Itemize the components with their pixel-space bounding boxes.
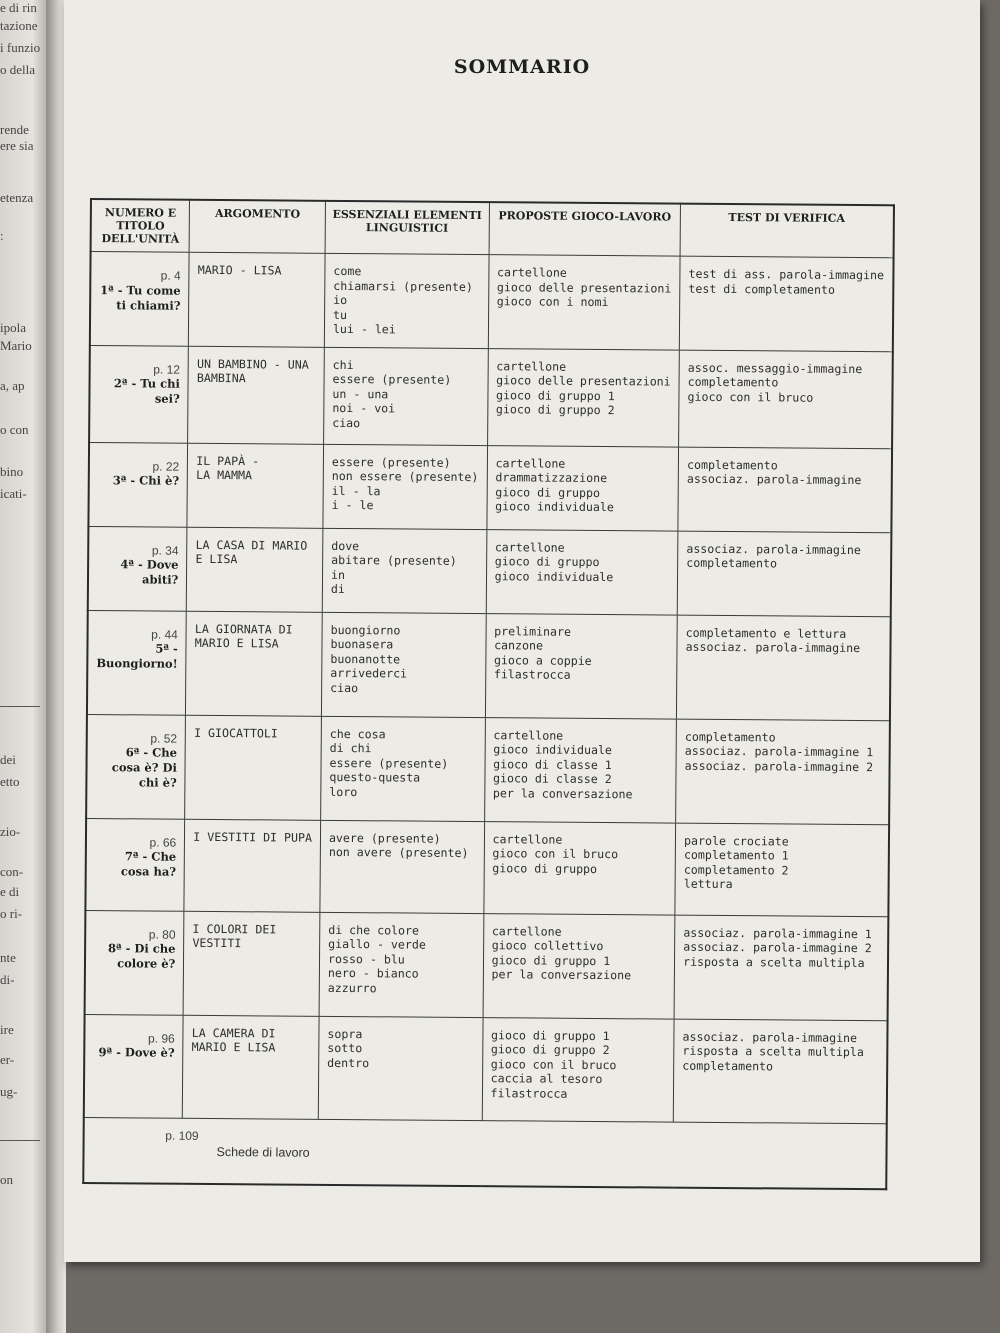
gioco-line: gioco di gruppo 1	[496, 387, 615, 403]
argomento-cell	[183, 1015, 319, 1119]
elementi-line: questo-questa	[329, 769, 421, 785]
unit-title: 1ª - Tu come ti chiami?	[100, 282, 181, 313]
test-line: completamento	[686, 555, 778, 571]
elementi-line: lui - lei	[332, 321, 396, 337]
facing-page-text: icati-	[0, 486, 27, 501]
unit-cell	[87, 610, 187, 715]
test-cell	[678, 447, 892, 533]
test-line: risposta a scelta multipla	[682, 1043, 864, 1060]
facing-page-text: ere sia	[0, 138, 34, 153]
elementi-line: essere (presente)	[331, 454, 451, 470]
gioco-cell	[487, 445, 679, 531]
unit-cell	[90, 252, 190, 346]
elementi-line: sopra	[327, 1026, 363, 1041]
argomento-cell	[187, 443, 323, 528]
argomento-cell	[189, 252, 325, 347]
unit-page-number: p. 12	[153, 362, 181, 377]
facing-page-text: rende	[0, 122, 29, 137]
gioco-line: drammatizzazione	[495, 470, 608, 486]
footer-label: Schede di lavoro	[216, 1145, 310, 1160]
argomento-line: LA CASA DI MARIO	[195, 537, 308, 553]
gioco-cell	[484, 717, 676, 823]
elementi-line: buonasera	[330, 636, 394, 652]
test-line: parole crociate	[684, 833, 789, 849]
elementi-cell	[324, 253, 488, 348]
elementi-line: essere (presente)	[332, 371, 452, 387]
header-argomento: ARGOMENTO	[189, 200, 325, 254]
unit-cell	[88, 526, 187, 611]
facing-page-text: con-	[0, 864, 24, 879]
facing-page-text: etto	[0, 774, 20, 789]
facing-page-text: ipola	[0, 320, 26, 335]
gioco-line: canzone	[494, 638, 544, 653]
gioco-line: gioco a coppie	[493, 652, 592, 668]
header-test: TEST DI VERIFICA	[680, 204, 893, 258]
gioco-line: gioco di gruppo 1	[491, 952, 611, 968]
gioco-line: gioco di gruppo 2	[490, 1042, 610, 1058]
elementi-line: abitare (presente)	[331, 552, 457, 568]
page-title: SOMMARIO	[453, 56, 591, 78]
unit-cell	[86, 714, 186, 819]
elementi-line: loro	[329, 784, 358, 799]
argomento-cell	[186, 611, 322, 716]
elementi-cell	[319, 912, 483, 1017]
gioco-cell	[488, 255, 680, 350]
argomento-line: MARIO E LISA	[194, 635, 279, 651]
facing-page-text: o ri-	[0, 906, 23, 921]
elementi-line: in	[330, 567, 346, 582]
elementi-line: noi - voi	[332, 400, 396, 416]
elementi-cell	[324, 347, 488, 445]
unit-title: 3ª - Chi è?	[112, 473, 180, 488]
unit-cell	[85, 818, 185, 911]
gioco-line: gioco di gruppo	[494, 554, 600, 570]
elementi-cell	[318, 1016, 482, 1120]
unit-cell	[89, 345, 189, 443]
gioco-cell	[485, 613, 677, 719]
elementi-line: io	[333, 292, 348, 308]
gioco-line: gioco di classe 2	[492, 771, 612, 787]
elementi-cell	[323, 444, 487, 529]
facing-page-text: tazione	[0, 18, 38, 33]
facing-page-text: di-	[0, 972, 15, 987]
elementi-line: come	[333, 263, 362, 279]
test-line: completamento e lettura	[685, 625, 847, 641]
gioco-cell	[483, 821, 675, 915]
test-line: associaz. parola-immagine 1	[684, 743, 874, 760]
gioco-line: gioco delle presentazioni	[496, 373, 671, 389]
gioco-line: gioco individuale	[493, 742, 613, 758]
facing-page-rule	[0, 706, 40, 707]
elementi-line: buongiorno	[330, 622, 401, 637]
elementi-cell	[320, 820, 484, 913]
gioco-cell	[486, 529, 678, 615]
test-cell	[679, 256, 893, 351]
test-line: risposta a scelta multipla	[683, 954, 865, 970]
test-line: assoc. messaggio-immagine	[687, 360, 863, 376]
elementi-line: un - una	[332, 386, 389, 401]
test-line: associaz. parola-immagine 1	[683, 925, 872, 941]
facing-page-text: o della	[0, 62, 36, 77]
footer-cell	[83, 1117, 886, 1189]
elementi-line: azzurro	[327, 980, 377, 995]
gioco-line: per la conversazione	[491, 967, 632, 983]
gioco-line: cartellone	[491, 923, 562, 939]
argomento-cell	[188, 346, 324, 444]
gioco-line: cartellone	[492, 831, 563, 847]
elementi-line: di chi	[329, 740, 372, 756]
header-elementi: ESSENZIALI ELEMENTI LINGUISTICI	[325, 201, 489, 255]
test-line: associaz. parola-immagine	[682, 1029, 858, 1045]
gioco-line: gioco di gruppo 2	[495, 402, 615, 418]
gioco-line: caccia al tesoro	[490, 1071, 603, 1087]
facing-page-text: etenza	[0, 190, 34, 205]
test-line: associaz. parola-immagine	[685, 639, 861, 656]
gioco-line: gioco collettivo	[491, 938, 604, 954]
elementi-line: chi	[332, 357, 354, 372]
unit-page-number: p. 80	[148, 926, 176, 942]
table-row	[84, 1014, 887, 1123]
facing-page-text: nte	[0, 950, 16, 965]
argomento-line: LA MAMMA	[196, 467, 253, 483]
elementi-cell	[321, 612, 485, 717]
elementi-line: buonanotte	[330, 651, 401, 666]
argomento-line: MARIO - LISA	[197, 262, 282, 278]
gioco-line: gioco con il bruco	[490, 1056, 617, 1072]
facing-page-text: i funzio	[0, 40, 41, 55]
table-row	[88, 442, 891, 532]
elementi-line: avere (presente)	[328, 830, 441, 846]
elementi-line: non essere (presente)	[331, 468, 479, 485]
unit-title: 5ª - Buongiorno!	[96, 641, 178, 671]
argomento-line: I COLORI DEI	[192, 921, 277, 936]
test-line: completamento	[687, 374, 779, 390]
facing-page-text: o con	[0, 422, 29, 437]
table-header-row	[91, 199, 894, 258]
argomento-cell	[185, 715, 321, 820]
gioco-line: gioco di classe 1	[493, 756, 612, 772]
unit-page-number: p. 4	[160, 268, 181, 283]
unit-cell	[88, 442, 187, 527]
table-row	[89, 345, 892, 448]
elementi-cell	[322, 528, 486, 613]
footer-page-number: p. 109	[165, 1128, 199, 1143]
table-row	[88, 526, 891, 616]
facing-page-text: zio-	[0, 824, 21, 839]
header-gioco: PROPOSTE GIOCO-LAVORO	[489, 202, 681, 256]
table-row	[86, 714, 889, 824]
unit-title: 4ª - Dove abiti?	[120, 557, 179, 587]
table-row	[87, 610, 890, 720]
gioco-line: cartellone	[493, 727, 564, 743]
test-line: associaz. parola-immagine	[686, 541, 861, 557]
unit-title: 7ª - Che cosa ha?	[120, 849, 177, 879]
gioco-line: per la conversazione	[492, 785, 633, 801]
elementi-line: che cosa	[329, 726, 386, 741]
gioco-line: cartellone	[495, 455, 566, 471]
elementi-line: giallo - verde	[328, 936, 426, 952]
test-line: completamento	[684, 729, 776, 744]
unit-page-number: p. 96	[147, 1030, 175, 1046]
facing-page-text: ug-	[0, 1084, 18, 1099]
elementi-line: dentro	[327, 1055, 370, 1070]
test-line: completamento 2	[683, 862, 789, 878]
argomento-cell	[184, 819, 320, 912]
elementi-line: dove	[331, 538, 360, 553]
table-row	[85, 818, 888, 916]
unit-page-number: p. 22	[152, 458, 180, 474]
test-cell	[674, 915, 888, 1021]
test-line: associaz. parola-immagine 2	[684, 758, 874, 774]
elementi-line: essere (presente)	[329, 755, 449, 771]
argomento-line: MARIO E LISA	[191, 1039, 276, 1055]
argomento-cell	[187, 527, 323, 612]
gioco-cell	[482, 1017, 674, 1122]
argomento-line: LA GIORNATA DI	[194, 621, 293, 637]
test-line: test di completamento	[688, 281, 836, 297]
unit-title: 8ª - Di che colore è?	[107, 941, 176, 971]
document-page	[64, 0, 980, 1262]
test-line: associaz. parola-immagine	[686, 471, 862, 488]
unit-page-number: p. 34	[151, 542, 179, 558]
elementi-line: tu	[333, 307, 348, 322]
elementi-line: arrivederci	[330, 665, 408, 681]
gioco-line: gioco individuale	[494, 568, 614, 584]
test-cell	[673, 1019, 887, 1124]
facing-page-text: on	[0, 1172, 13, 1187]
elementi-line: sotto	[327, 1040, 363, 1056]
table-row	[85, 910, 888, 1020]
gioco-cell	[483, 913, 675, 1019]
elementi-line: rosso - blu	[327, 951, 405, 966]
test-line: completamento 1	[683, 847, 789, 863]
facing-page-text: bino	[0, 464, 24, 479]
elementi-line: chiamarsi (presente)	[333, 278, 473, 294]
gioco-line: preliminare	[494, 623, 572, 639]
unit-cell	[84, 1014, 184, 1118]
unit-page-number: p. 66	[149, 834, 177, 850]
elementi-line: nero - bianco	[327, 965, 419, 981]
elementi-line: non avere (presente)	[328, 844, 469, 860]
facing-page-text: er-	[0, 1052, 15, 1067]
test-cell	[676, 719, 890, 825]
argomento-line: I VESTITI DI PUPA	[193, 829, 313, 845]
elementi-line: il - la	[331, 483, 381, 498]
argomento-line: UN BAMBINO - UNA	[196, 356, 309, 372]
facing-page-text: e di rin	[0, 0, 37, 15]
gioco-line: gioco di gruppo 1	[490, 1027, 610, 1043]
summary-table	[82, 198, 894, 1190]
test-cell	[679, 350, 893, 449]
facing-page-rule	[0, 1140, 40, 1141]
test-line: associaz. parola-immagine 2	[683, 939, 872, 956]
unit-page-number: p. 44	[151, 626, 178, 642]
facing-page-text: Mario	[0, 338, 32, 353]
gioco-line: gioco di gruppo	[495, 484, 601, 500]
gioco-line: filastrocca	[493, 667, 571, 682]
facing-page-text: :	[0, 228, 4, 243]
facing-page	[0, 0, 46, 1333]
gioco-line: cartellone	[494, 539, 565, 555]
elementi-line: di che colore	[328, 922, 420, 938]
table-row	[90, 252, 893, 352]
gioco-line: filastrocca	[490, 1085, 568, 1101]
elementi-line: ciao	[332, 415, 361, 430]
unit-title: 6ª - Che cosa è? Di chi è?	[111, 745, 178, 790]
facing-page-text: dei	[0, 752, 16, 767]
test-line: test di ass. parola-immagine	[688, 266, 885, 283]
gioco-line: gioco delle presentazioni	[496, 279, 672, 296]
argomento-line: BAMBINA	[196, 370, 246, 386]
gioco-line: gioco individuale	[495, 499, 614, 515]
elementi-cell	[321, 716, 485, 821]
header-unit: NUMERO E TITOLO DELL'UNITÀ	[91, 199, 190, 252]
argomento-line: I GIOCATTOLI	[194, 725, 278, 740]
test-line: lettura	[683, 876, 733, 892]
argomento-line: VESTITI	[192, 935, 242, 951]
argomento-line: E LISA	[195, 551, 238, 567]
facing-page-text: a, ap	[0, 378, 25, 393]
unit-cell	[85, 910, 185, 1015]
facing-page-text: ire	[0, 1022, 14, 1037]
test-cell	[677, 531, 891, 617]
test-line: completamento	[686, 457, 778, 472]
elementi-line: i - le	[331, 497, 374, 513]
test-cell	[677, 615, 891, 721]
footer-row	[83, 1117, 886, 1189]
gioco-cell	[487, 348, 679, 447]
gioco-line: cartellone	[496, 265, 567, 280]
argomento-line: IL PAPÀ -	[196, 453, 260, 468]
test-line: completamento	[682, 1058, 774, 1073]
test-cell	[675, 823, 889, 917]
argomento-cell	[183, 911, 319, 1016]
book-spine	[46, 0, 66, 1333]
gioco-line: gioco con i nomi	[496, 294, 609, 310]
argomento-line: LA CAMERA DI	[191, 1025, 276, 1040]
gioco-line: cartellone	[496, 358, 567, 374]
elementi-line: ciao	[330, 680, 359, 695]
test-line: gioco con il bruco	[687, 389, 814, 405]
elementi-line: di	[330, 581, 345, 597]
gioco-line: gioco di gruppo	[492, 860, 598, 876]
facing-page-text: e di	[0, 884, 20, 899]
unit-page-number: p. 52	[150, 730, 178, 746]
unit-title: 9ª - Dove è?	[98, 1045, 175, 1060]
unit-title: 2ª - Tu chi sei?	[113, 376, 180, 406]
gioco-line: gioco con il bruco	[492, 846, 619, 862]
